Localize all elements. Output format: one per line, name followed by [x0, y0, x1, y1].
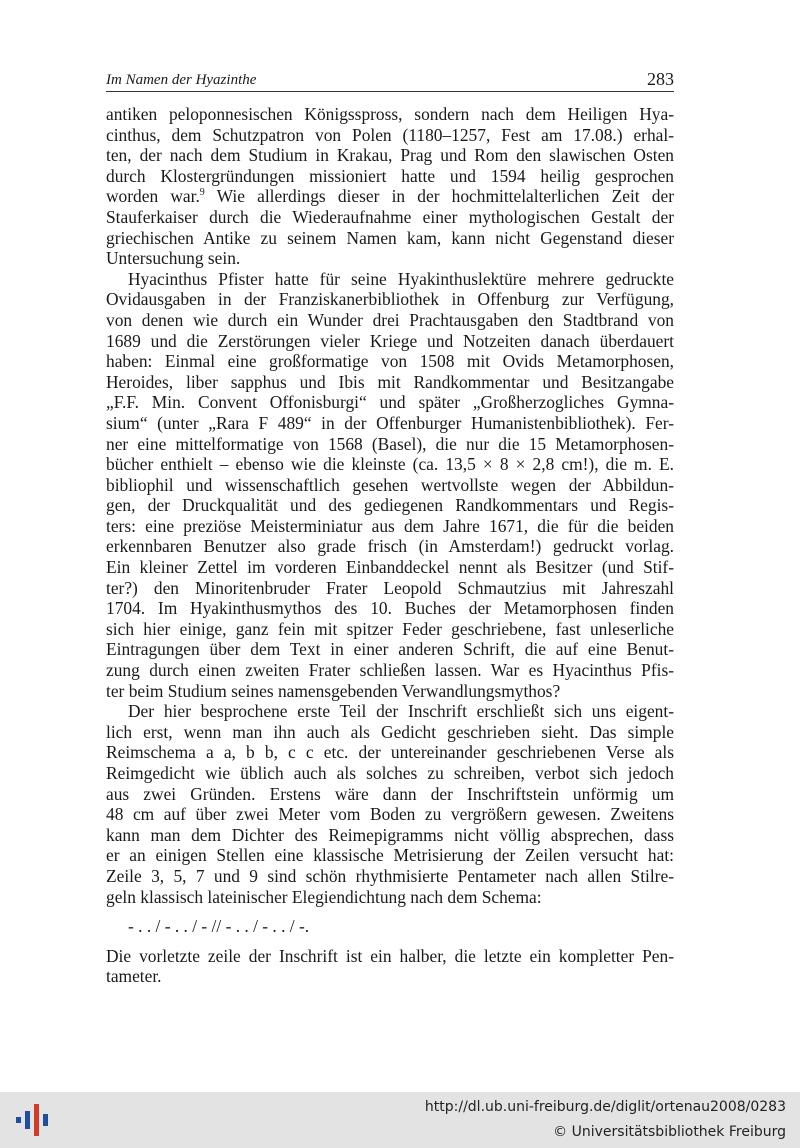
paragraph [106, 701, 674, 907]
text-line: Reimschema a a, b b, c c etc. der untereinander geschriebenen Verse als [106, 742, 674, 763]
text-line: 48 cm auf über zwei Meter vom Boden zu vergrößern gewesen. Zweitens [106, 804, 674, 825]
running-head [106, 70, 674, 92]
text-line: haben: Einmal eine großformatige von 1508 mit Ovids Metamorphosen, [106, 351, 674, 372]
page-number: 283 [647, 69, 674, 89]
footer-band [0, 1092, 800, 1148]
text-line: Heroides, liber sapphus und Ibis mit Randkommentar und Besitzangabe [106, 371, 674, 392]
text-line: Die vorletzte zeile der Inschrift ist ein halber, die letzte ein kompletter Pen- [106, 945, 674, 966]
text-line: 1689 und die Zerstörungen vieler Kriege und Notzeiten danach überdauert [106, 330, 674, 351]
text-line: 1704. Im Hyakinthusmythos des 10. Buches der Metamorphosen finden [106, 598, 674, 619]
paragraph [106, 104, 674, 269]
text-line [106, 186, 674, 207]
text-line: ters: eine preziöse Meisterminiatur aus dem Jahre 1671, die für die beiden [106, 515, 674, 536]
header-rule [106, 91, 674, 92]
source-url[interactable]: http://dl.ub.uni-freiburg.de/diglit/ortenau2008/0283 [424, 1099, 786, 1115]
text-line: Der hier besprochene erste Teil der Inschrift erschließt sich uns eigent- [128, 701, 674, 722]
text-line: bibliophil und wissenschaftlich gesehen wertvollste wegen der Abbildun- [106, 474, 674, 495]
text-line: kann man dem Dichter des Reimepigramms nicht völlig absprechen, dass [106, 824, 674, 845]
text-line: zung durch einen zweiten Frater schließen lassen. War es Hyacinthus Pfis- [106, 660, 674, 681]
text-line: antiken peloponnesischen Königsspross, sondern nach dem Heiligen Hya- [106, 104, 674, 124]
text-line: lich erst, wenn man ihn auch als Gedicht geschrieben sieht. Das simple [106, 721, 674, 742]
text-line: geln klassisch lateinischer Elegiendichtung nach dem Schema: [106, 886, 542, 907]
text-line: Stauferkaiser durch die Wiederaufnahme einer mythologischen Gestalt der [106, 206, 674, 227]
text-line: durch Klostergründungen missioniert hatte und 1594 heilig gesprochen [106, 165, 674, 186]
text-line: Ein kleiner Zettel im vorderen Einbanddeckel nennt als Besitzer (und Stif- [106, 557, 674, 578]
text-line: gen, der Druckqualität und des gediegenen Randkommentars und Regis- [106, 495, 674, 516]
text-line: Hyacinthus Pfister hatte für seine Hyakinthuslektüre mehrere gedruckte [128, 268, 674, 289]
text-line: Zeile 3, 5, 7 und 9 sind schön rhythmisierte Pentameter nach allen Stilre- [106, 865, 674, 886]
text-line: sich hier einige, ganz fein mit spitzer Feder geschriebene, fast unleserliche [106, 618, 674, 639]
text-line: von denen wie durch ein Wunder drei Prachtausgaben den Stadtbrand von [106, 309, 674, 330]
meter-scheme: - . . / - . . / - // - . . / - . . / -. [128, 916, 310, 937]
body-text [106, 104, 674, 987]
paragraph [106, 269, 674, 701]
text-fragment: worden war. [106, 186, 200, 207]
text-line: sium“ (unter „Rara F 489“ in der Offenburger Humanistenbibliothek). Fer- [106, 412, 674, 433]
text-line: Ovidausgaben in der Franziskanerbibliothek in Offenburg zur Verfügung, [106, 289, 674, 310]
text-line: „F.F. Min. Convent Offonisburgi“ und später „Großherzogliches Gymna- [106, 392, 674, 413]
text-line: griechischen Antike zu seinem Namen kam, kann nicht Gegenstand dieser [106, 227, 674, 248]
text-line: ten, der nach dem Studium in Krakau, Prag und Rom den slawischen Osten [106, 145, 674, 166]
text-line: bücher enthielt – ebenso wie die kleinste (ca. 13,5 × 8 × 2,8 cm!), die m. E. [106, 454, 674, 475]
text-line: aus zwei Gründen. Erstens wäre dann der Inschriftstein unförmig um [106, 783, 674, 804]
text-line: ter beim Studium seines namensgebenden Verwandlungsmythos? [106, 680, 561, 701]
text-line: er an einigen Stellen eine klassische Metrisierung der Zeilen versucht hat: [106, 845, 674, 866]
text-line: ter?) den Minoritenbruder Frater Leopold Schmautzius mit Jahreszahl [106, 577, 674, 598]
running-title: Im Namen der Hyazinthe [106, 72, 257, 88]
paragraph [106, 946, 674, 987]
library-logo-icon [12, 1100, 52, 1140]
text-line: tameter. [106, 966, 162, 987]
text-line: Eintragungen über dem Text in einer anderen Schrift, die auf eine Benut- [106, 639, 674, 660]
copyright-notice: © Universitätsbibliothek Freiburg [553, 1124, 786, 1140]
text-line: Untersuchung sein. [106, 248, 241, 269]
text-line: Reimgedicht wie üblich auch als solches zu schreiben, verbot sich jedoch [106, 763, 674, 783]
text-line: ner eine mittelformatige von 1568 (Basel), die nur die 15 Metamorphosen- [106, 433, 674, 454]
text-line: erkennbaren Benutzer also grade frisch (in Amsterdam!) gedruckt vorlag. [106, 536, 674, 557]
footnote-mark: 9 [199, 187, 205, 199]
text-fragment: Wie allerdings dieser in der hochmittelalterlichen Zeit der [204, 186, 674, 207]
text-line: cinthus, dem Schutzpatron von Polen (1180–1257, Fest am 17.08.) erhal- [106, 124, 674, 145]
